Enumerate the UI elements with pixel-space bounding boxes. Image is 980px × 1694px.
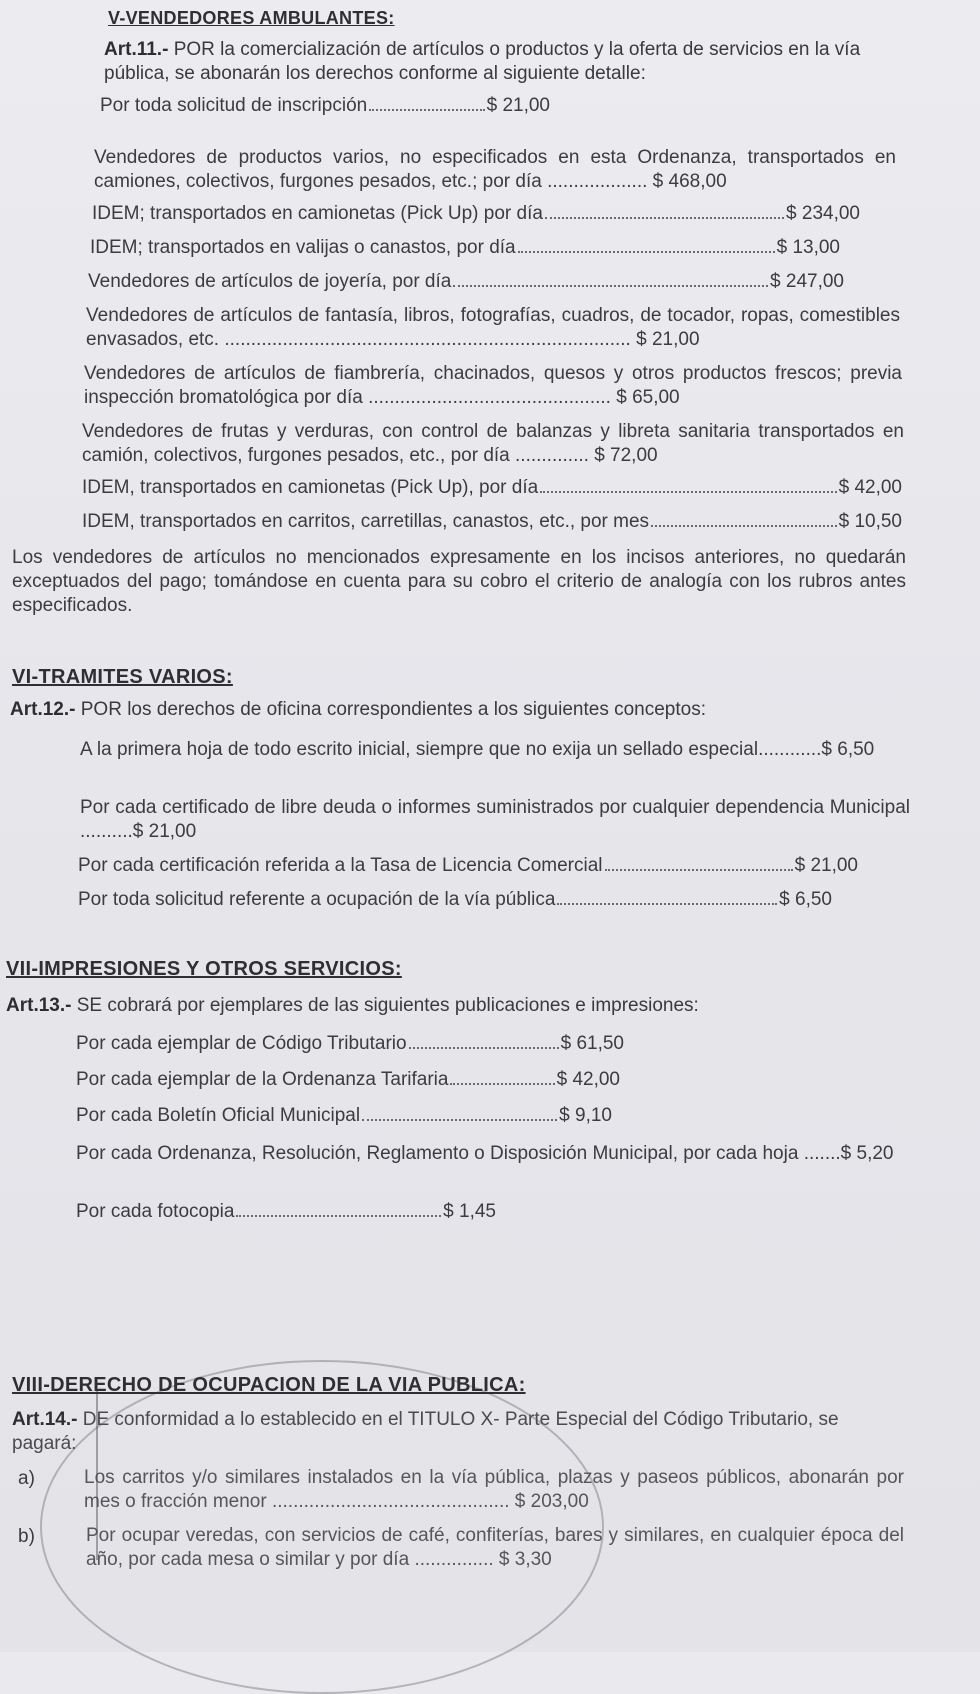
fee-row: Vendedores de frutas y verduras, con control de balanzas y libreta sanitaria transportados en camión, colectivos, furgones pesados, etc., por día .............. $ 72,00 [82, 421, 904, 466]
fee-row: Por ocupar veredas, con servicios de café, confiterías, bares y similares, en cualquier época del año, por cada mesa o similar y por día ............... $ 3,30 [86, 1525, 904, 1570]
article-text: SE cobrará por ejemplares de las siguientes publicaciones e impresiones: [71, 995, 699, 1016]
article-12 [10, 698, 900, 722]
article-number: Art.12.- [10, 699, 76, 720]
item-letter: a) [18, 1468, 35, 1489]
fee-row: Por toda solicitud de inscripción $ 21,00 [100, 95, 550, 116]
article-13 [6, 994, 906, 1018]
article-text: POR los derechos de oficina correspondientes a los siguientes conceptos: [75, 699, 706, 720]
fee-row: IDEM; transportados en camionetas (Pick Up) por día $ 234,00 [92, 203, 860, 224]
fee-row: Por cada Boletín Oficial Municipal $ 9,10 [76, 1105, 612, 1126]
article-11 [104, 38, 894, 86]
fee-row: Vendedores de productos varios, no especificados en esta Ordenanza, transportados en camiones, colectivos, furgones pesados, etc.; por día ................... $ 468,00 [94, 147, 896, 192]
fee-row: IDEM, transportados en camionetas (Pick Up), por día $ 42,00 [82, 477, 902, 498]
article-number: Art.13.- [6, 995, 72, 1016]
fee-row: Los carritos y/o similares instalados en la vía pública, plazas y paseos públicos, abonarán por mes o fracción menor ............................................. $ 203,00 [84, 1467, 904, 1512]
section-note: Los vendedores de artículos no mencionados expresamente en los incisos anteriores, no quedarán exceptuados del pago; tomándose en cuenta para su cobro el criterio de analogía con los rubros antes especificados. [12, 547, 906, 616]
section-heading: VIII-DERECHO DE OCUPACION DE LA VIA PUBLICA: [12, 1374, 526, 1396]
article-number: Art.11.- [104, 39, 169, 60]
fee-row: IDEM; transportados en valijas o canastos, por día $ 13,00 [90, 237, 840, 258]
fee-row: Por cada certificación referida a la Tasa de Licencia Comercial $ 21,00 [78, 855, 858, 876]
article-text: DE conformidad a lo establecido en el TITULO X- Parte Especial del Código Tributario, se pagará: [12, 1409, 839, 1454]
section-heading: V-VENDEDORES AMBULANTES: [108, 8, 395, 28]
fee-row: Por cada certificado de libre deuda o informes suministrados por cualquier dependencia Municipal ..........$ 21,00 [80, 797, 910, 842]
fee-row: Por cada ejemplar de Código Tributario $ 61,50 [76, 1033, 624, 1054]
item-letter: b) [18, 1526, 35, 1547]
fee-row: Vendedores de artículos de fiambrería, chacinados, quesos y otros productos frescos; previa inspección bromatológica por día .............................................. $ 65,00 [84, 363, 902, 408]
section-heading: VI-TRAMITES VARIOS: [12, 666, 233, 688]
fee-row: Por cada fotocopia $ 1,45 [76, 1201, 496, 1222]
fee-row: Por cada Ordenanza, Resolución, Reglamento o Disposición Municipal, por cada hoja .......$ 5,20 [76, 1143, 894, 1164]
article-14 [12, 1408, 906, 1456]
fee-row: Vendedores de artículos de fantasía, libros, fotografías, cuadros, de tocador, ropas, comestibles envasados, etc. ............................................................................. $ 21,00 [86, 305, 900, 350]
article-text: POR la comercialización de artículos o productos y la oferta de servicios en la vía pública, se abonarán los derechos conforme al siguiente detalle: [104, 39, 861, 84]
fee-row: IDEM, transportados en carritos, carretillas, canastos, etc., por mes $ 10,50 [82, 511, 902, 532]
section-heading: VII-IMPRESIONES Y OTROS SERVICIOS: [6, 958, 402, 980]
fee-row: Vendedores de artículos de joyería, por día $ 247,00 [88, 271, 844, 292]
fee-row: A la primera hoja de todo escrito inicial, siempre que no exija un sellado especial............$ 6,50 [80, 739, 875, 760]
article-number: Art.14.- [12, 1409, 78, 1430]
fee-row: Por cada ejemplar de la Ordenanza Tarifaria $ 42,00 [76, 1069, 620, 1090]
fee-row: Por toda solicitud referente a ocupación de la vía pública $ 6,50 [78, 889, 832, 910]
